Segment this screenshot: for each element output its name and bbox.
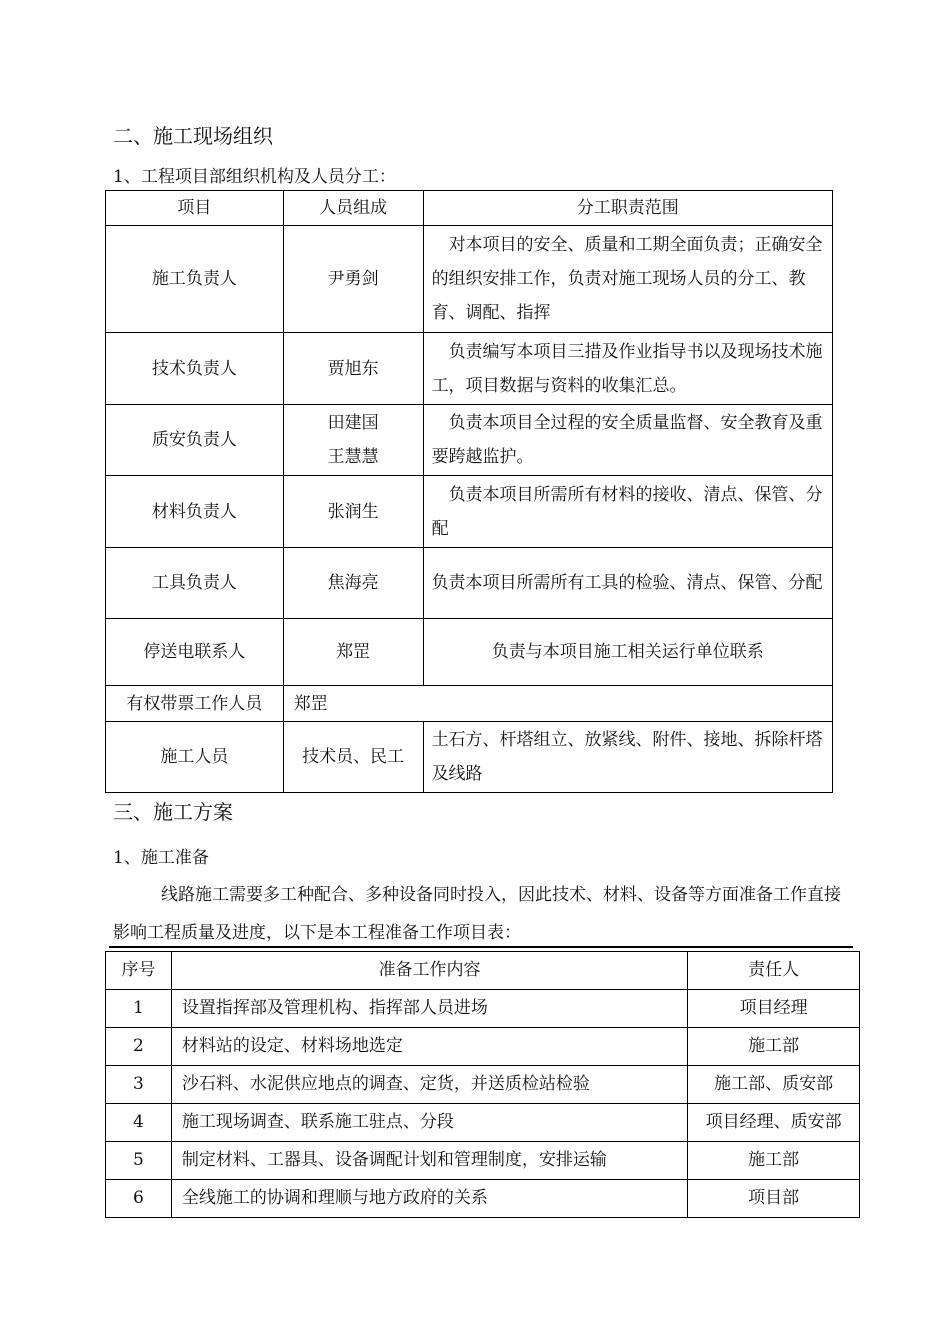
people-cell: 郑罡 [283,686,832,722]
duty-cell: 负责本项目所需所有材料的接收、清点、保管、分配 [423,476,832,548]
table-row [106,619,833,686]
divider [109,946,853,948]
table-row [106,1028,860,1066]
role-cell: 停送电联系人 [106,619,284,686]
people-cell: 郑罡 [283,619,423,686]
content-cell: 全线施工的协调和理顺与地方政府的关系 [171,1180,687,1218]
section-2-heading: 二、施工现场组织 [113,124,273,148]
table-row [106,476,833,548]
duty-cell: 土石方、杆塔组立、放紧线、附件、接地、拆除杆塔及线路 [423,722,832,793]
no-cell: 6 [106,1180,172,1218]
header-cell: 人员组成 [283,191,423,226]
section-3-heading: 三、施工方案 [113,800,233,824]
content-cell: 制定材料、工器具、设备调配计划和管理制度，安排运输 [171,1142,687,1180]
people-cell: 贾旭东 [283,333,423,405]
org-table-caption: 1、工程项目部组织机构及人员分工： [113,167,396,187]
people-cell [283,405,423,476]
owner-cell: 项目经理 [688,990,860,1028]
role-cell: 材料负责人 [106,476,284,548]
content-cell: 材料站的设定、材料场地选定 [171,1028,687,1066]
content-cell: 施工现场调查、联系施工驻点、分段 [171,1104,687,1142]
duty-cell: 负责与本项目施工相关运行单位联系 [423,619,832,686]
duty-cell: 负责本项目全过程的安全质量监督、安全教育及重要跨越监护。 [423,405,832,476]
table-row [106,548,833,619]
duty-cell: 负责编写本项目三措及作业指导书以及现场技术施工，项目数据与资料的收集汇总。 [423,333,832,405]
table-row [106,686,833,722]
table-row [106,1066,860,1104]
no-cell: 4 [106,1104,172,1142]
content-cell: 沙石料、水泥供应地点的调查、定货，并送质检站检验 [171,1066,687,1104]
header-cell: 分工职责范围 [423,191,832,226]
header-cell: 序号 [106,952,172,990]
role-cell: 工具负责人 [106,548,284,619]
prep-table [105,951,860,1218]
owner-cell: 施工部、质安部 [688,1066,860,1104]
duty-cell: 对本项目的安全、质量和工期全面负责；正确安全的组织安排工作，负责对施工现场人员的分工、教育、调配、指挥 [423,226,832,333]
people-cell: 技术员、民工 [283,722,423,793]
people-cell: 焦海亮 [283,548,423,619]
org-table [105,190,833,793]
owner-cell: 项目经理、质安部 [688,1104,860,1142]
prep-subheading: 1、施工准备 [113,848,209,868]
table-row [106,226,833,333]
content-cell: 设置指挥部及管理机构、指挥部人员进场 [171,990,687,1028]
table-row [106,1104,860,1142]
table-header-row [106,952,860,990]
role-cell: 有权带票工作人员 [106,686,284,722]
role-cell: 施工负责人 [106,226,284,333]
table-row [106,333,833,405]
table-row [106,405,833,476]
table-row [106,990,860,1028]
people-cell: 尹勇剑 [283,226,423,333]
person-name: 王慧慧 [327,447,379,467]
table-row [106,722,833,793]
role-cell: 质安负责人 [106,405,284,476]
no-cell: 3 [106,1066,172,1104]
header-cell: 准备工作内容 [171,952,687,990]
person-name: 田建国 [327,413,379,433]
table-header-row [106,191,833,226]
header-cell: 责任人 [688,952,860,990]
people-cell: 张润生 [283,476,423,548]
no-cell: 1 [106,990,172,1028]
role-cell: 施工人员 [106,722,284,793]
owner-cell: 施工部 [688,1028,860,1066]
no-cell: 5 [106,1142,172,1180]
owner-cell: 项目部 [688,1180,860,1218]
header-cell: 项目 [106,191,284,226]
table-row [106,1180,860,1218]
duty-cell: 负责本项目所需所有工具的检验、清点、保管、分配 [423,548,832,619]
owner-cell: 施工部 [688,1142,860,1180]
role-cell: 技术负责人 [106,333,284,405]
no-cell: 2 [106,1028,172,1066]
prep-paragraph: 线路施工需要多工种配合、多种设备同时投入，因此技术、材料、设备等方面准备工作直接影响工程质量及进度，以下是本工程准备工作项目表： [113,885,841,943]
table-row [106,1142,860,1180]
